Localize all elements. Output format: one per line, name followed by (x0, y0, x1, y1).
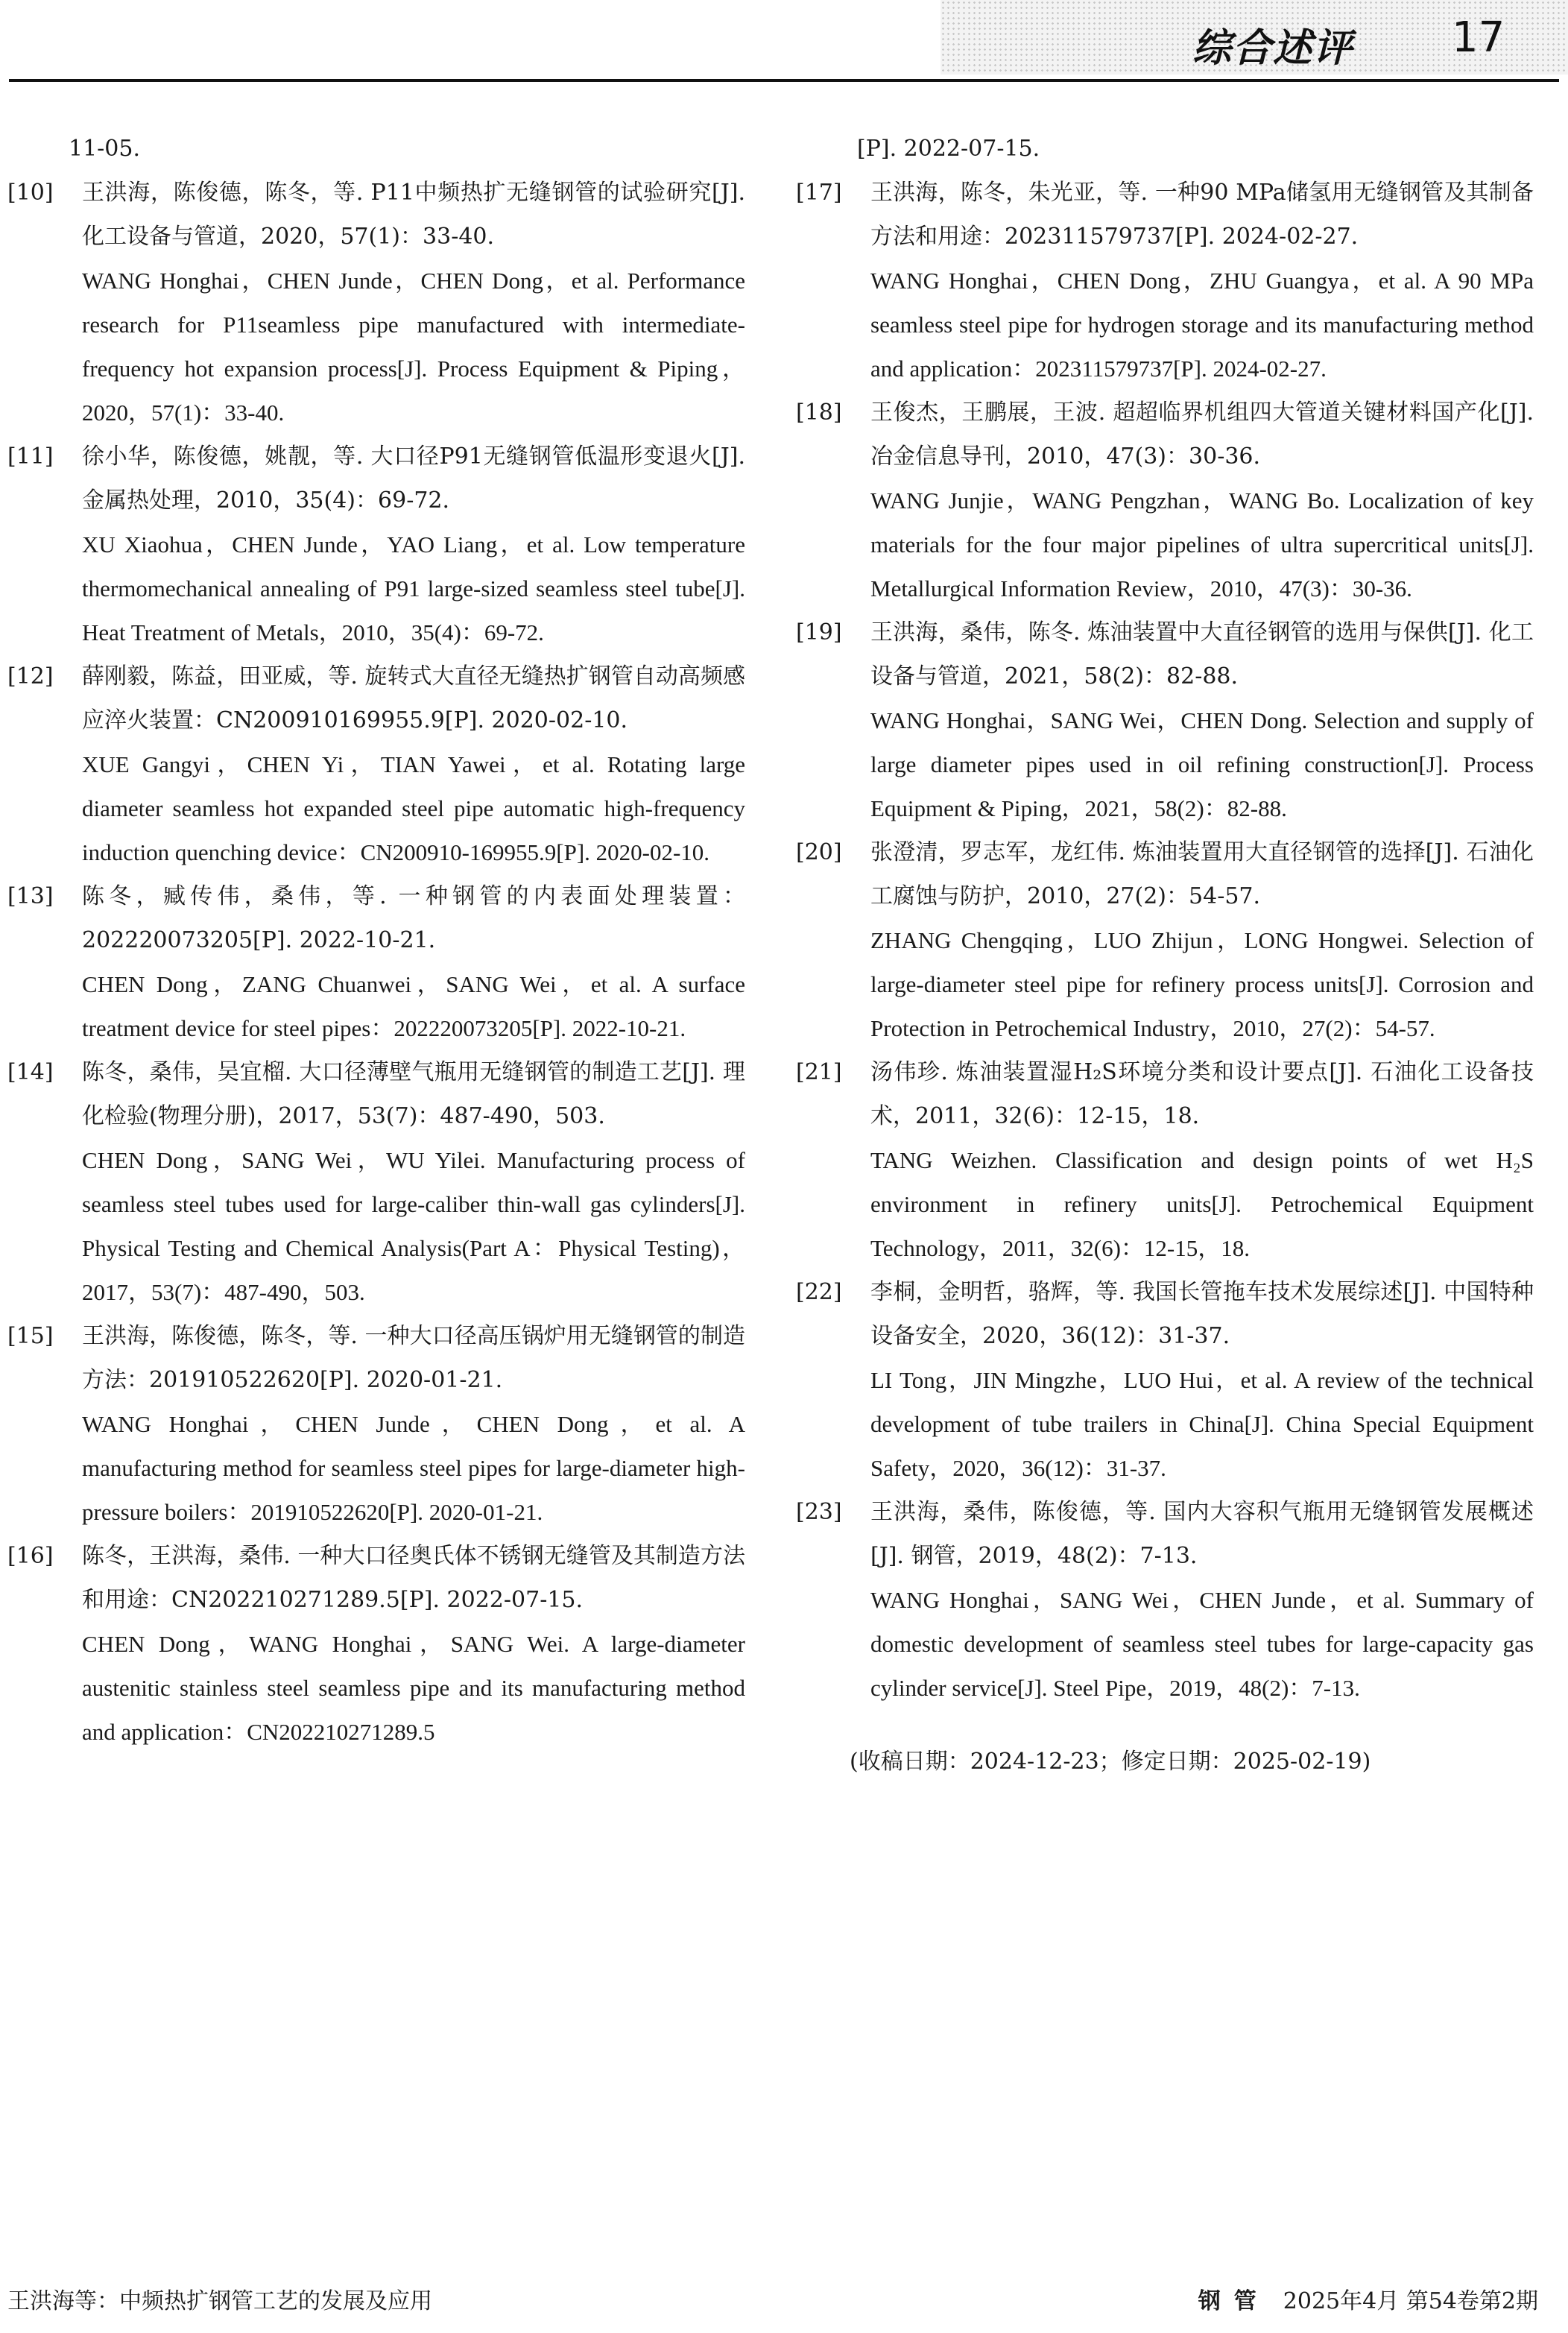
reference-number: [15] (7, 1323, 54, 1349)
reference-chinese: 王洪海，陈冬，朱光亚，等. 一种90 MPa储氢用无缝钢管及其制备方法和用途：202311579737[P]. 2024-02-27. (870, 180, 1534, 250)
reference-number: [23] (796, 1499, 842, 1525)
reference-item (796, 1050, 1534, 1270)
running-footer-title: 王洪海等：中频热扩钢管工艺的发展及应用 (7, 2288, 432, 2314)
right-column (796, 127, 1534, 1784)
reference-item (796, 1490, 1534, 1710)
reference-continuation: 11-05. (69, 136, 141, 162)
header-rule (9, 79, 1559, 82)
reference-item (796, 830, 1534, 1050)
reference-number: [21] (796, 1059, 842, 1085)
reference-chinese: 陈冬，臧传伟，桑伟，等. 一种钢管的内表面处理装置：202220073205[P]. 2022-10-21. (82, 883, 745, 953)
reference-english: LI Tong，JIN Mingzhe，LUO Hui，et al. A review of the technical development of tube trailers in China[J]. China Special Equipment Safety，2020，36(12)：31-37. (870, 1367, 1534, 1481)
reference-item (7, 874, 745, 1050)
issue-info: 2025年4月 第54卷第2期 (1283, 2288, 1538, 2314)
reference-chinese: 薛刚毅，陈益，田亚威，等. 旋转式大直径无缝热扩钢管自动高频感应淬火装置：CN200910169955.9[P]. 2020-02-10. (82, 663, 745, 733)
left-column (7, 127, 745, 1754)
reference-english: WANG Honghai，CHEN Dong，ZHU Guangya，et al. A 90 MPa seamless steel pipe for hydrogen storage and its manufacturing method and application：202311579737[P]. 2024-02-27. (870, 268, 1534, 382)
reference-english: WANG Honghai，CHEN Junde，CHEN Dong，et al. A manufacturing method for seamless steel pipes for large-diameter high-pressure boilers：201910522620[P]. 2020-01-21. (82, 1411, 745, 1525)
reference-english: WANG Honghai，SANG Wei，CHEN Dong. Selection and supply of large diameter pipes used in oil refining construction[J]. Process Equipment & Piping，2021，58(2)：82-88. (870, 707, 1534, 821)
reference-item (796, 391, 1534, 610)
reference-number: [20] (796, 839, 842, 865)
reference-number: [12] (7, 663, 54, 689)
reference-english: CHEN Dong，WANG Honghai，SANG Wei. A large-diameter austenitic stainless steel seamless pipe and its manufacturing method and application：CN202210271289.5 (82, 1631, 745, 1745)
reference-english: CHEN Dong，ZANG Chuanwei，SANG Wei，et al. A surface treatment device for steel pipes：202220073205[P]. 2022-10-21. (82, 971, 745, 1041)
reference-item (7, 1050, 745, 1314)
reference-chinese: 王洪海，桑伟，陈冬. 炼油装置中大直径钢管的选用与保供[J]. 化工设备与管道，2021，58(2)：82-88. (870, 619, 1534, 689)
reference-number: [14] (7, 1059, 54, 1085)
reference-chinese: 王洪海，陈俊德，陈冬，等. 一种大口径高压锅炉用无缝钢管的制造方法：201910522620[P]. 2020-01-21. (82, 1323, 745, 1393)
reference-number: [19] (796, 619, 842, 645)
reference-number: [10] (7, 180, 54, 206)
reference-english: XU Xiaohua，CHEN Junde，YAO Liang，et al. Low temperature thermomechanical annealing of P91 large-sized seamless steel tube[J]. Heat Treatment of Metals，2010，35(4)：69-72. (82, 531, 745, 645)
reference-english: WANG Junjie，WANG Pengzhan，WANG Bo. Localization of key materials for the four major pipelines of ultra supercritical units[J]. Metallurgical Information Review，2010，47(3)：30-36. (870, 487, 1534, 602)
running-footer-journal (1198, 2282, 1538, 2315)
reference-english: ZHANG Chengqing，LUO Zhijun，LONG Hongwei. Selection of large-diameter steel pipe for refinery process units[J]. Corrosion and Protection in Petrochemical Industry，2010，27(2)：54-57. (870, 927, 1534, 1041)
reference-chinese: 王洪海，陈俊德，陈冬，等. P11中频热扩无缝钢管的试验研究[J]. 化工设备与管道，2020，57(1)：33-40. (82, 180, 745, 250)
reference-item (7, 654, 745, 874)
journal-name: 钢管 (1198, 2288, 1270, 2314)
reference-chinese: 陈冬，王洪海，桑伟. 一种大口径奥氏体不锈钢无缝管及其制造方法和用途：CN202210271289.5[P]. 2022-07-15. (82, 1543, 745, 1613)
reference-chinese: 陈冬，桑伟，吴宜榴. 大口径薄壁气瓶用无缝钢管的制造工艺[J]. 理化检验(物理分册)，2017，53(7)：487-490，503. (82, 1059, 745, 1129)
reference-english: WANG Honghai，SANG Wei，CHEN Junde，et al. Summary of domestic development of seamless steel tubes for large-capacity gas cylinder service[J]. Steel Pipe，2019，48(2)：7-13. (870, 1587, 1534, 1701)
reference-item (796, 1270, 1534, 1490)
reference-number: [16] (7, 1543, 54, 1569)
page-number: 17 (1452, 13, 1505, 62)
reference-continuation: [P]. 2022-07-15. (857, 136, 1040, 162)
reference-english: WANG Honghai，CHEN Junde，CHEN Dong，et al. Performance research for P11seamless pipe manufactured with intermediate-frequency hot expansion process[J]. Process Equipment & Piping，2020，57(1)：33-40. (82, 268, 745, 426)
reference-chinese: 王洪海，桑伟，陈俊德，等. 国内大容积气瓶用无缝钢管发展概述[J]. 钢管，2019，48(2)：7-13. (870, 1499, 1534, 1569)
reference-english: TANG Weizhen. Classification and design points of wet H₂S environment in refinery units[J]. Petrochemical Equipment Technology，2011，32(6)：12-15，18. (870, 1147, 1534, 1261)
reference-item (7, 435, 745, 654)
reference-number: [22] (796, 1279, 842, 1305)
page-header (0, 0, 1568, 83)
reference-chinese: 汤伟珍. 炼油装置湿H₂S环境分类和设计要点[J]. 石油化工设备技术，2011，32(6)：12-15，18. (870, 1059, 1534, 1129)
reference-chinese: 王俊杰，王鹏展，王波. 超超临界机组四大管道关键材料国产化[J]. 冶金信息导刊，2010，47(3)：30-36. (870, 400, 1534, 470)
reference-item (796, 171, 1534, 391)
reference-english: XUE Gangyi，CHEN Yi，TIAN Yawei，et al. Rotating large diameter seamless hot expanded steel pipe automatic high-frequency induction quenching device：CN200910-169955.9[P]. 2020-02-10. (82, 751, 745, 865)
reference-item (7, 171, 745, 435)
reference-list-right (796, 171, 1534, 1710)
reference-item (796, 610, 1534, 830)
reference-item (7, 1534, 745, 1754)
reference-english: CHEN Dong，SANG Wei，WU Yilei. Manufacturing process of seamless steel tubes used for large-caliber thin-wall gas cylinders[J]. Physical Testing and Chemical Analysis(Part A：Physical Testing)，2017，53(7)：487-490，503. (82, 1147, 745, 1305)
reference-number: [18] (796, 400, 842, 426)
reference-list-left (7, 171, 745, 1754)
reference-chinese: 李桐，金明哲，骆辉，等. 我国长管拖车技术发展综述[J]. 中国特种设备安全，2020，36(12)：31-37. (870, 1279, 1534, 1349)
reference-chinese: 张澄清，罗志军，龙红伟. 炼油装置用大直径钢管的选择[J]. 石油化工腐蚀与防护，2010，27(2)：54-57. (870, 839, 1534, 909)
reference-number: [11] (7, 443, 54, 470)
reference-number: [17] (796, 180, 842, 206)
reference-item (7, 1314, 745, 1534)
section-title: 综合述评 (1192, 26, 1354, 71)
received-date-note: (收稿日期：2024-12-23；修定日期：2025-02-19) (850, 1749, 1371, 1775)
reference-number: [13] (7, 883, 54, 909)
reference-chinese: 徐小华，陈俊德，姚靓，等. 大口径P91无缝钢管低温形变退火[J]. 金属热处理，2010，35(4)：69-72. (82, 443, 745, 514)
